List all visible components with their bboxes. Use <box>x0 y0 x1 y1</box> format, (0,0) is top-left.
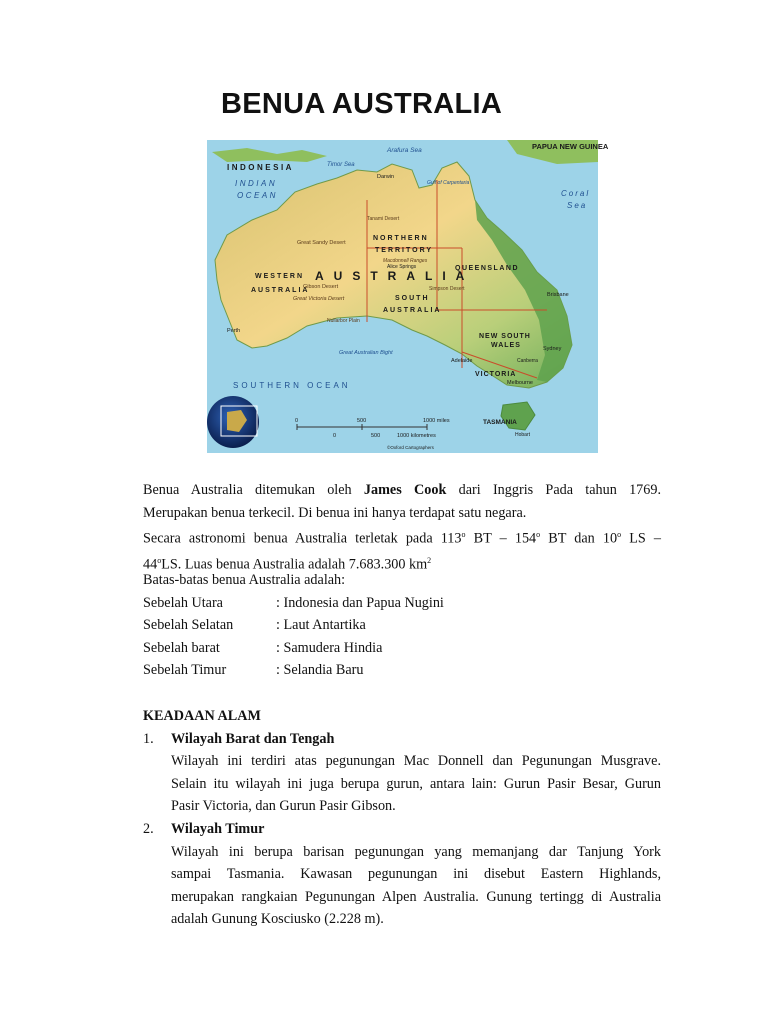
label-sa-1: SOUTH <box>395 295 430 302</box>
label-darwin: Darwin <box>377 174 395 180</box>
keadaan-section <box>143 705 661 931</box>
batas-section <box>143 569 661 682</box>
label-nsw-2: WALES <box>491 342 521 349</box>
label-coral-2: Sea <box>567 201 588 210</box>
label-bight: Great Australian Bight <box>339 350 393 356</box>
map-credit: ©Oxford Cartographers <box>387 445 434 450</box>
label-coral-1: Coral <box>561 189 591 198</box>
label-hobart: Hobart <box>515 432 531 438</box>
astro-b: BT – 154 <box>465 530 537 547</box>
label-sydney: Sydney <box>543 346 562 352</box>
scale-label-500k: 500 <box>371 433 381 439</box>
batas-row <box>143 614 661 637</box>
batas-intro: Batas-batas benua Australia adalah: <box>143 572 346 588</box>
label-indian-2: OCEAN <box>237 191 278 200</box>
scale-label-500: 500 <box>357 418 367 424</box>
label-nt-1: NORTHERN <box>373 235 429 242</box>
label-canberra: Canberra <box>517 358 538 364</box>
label-qld: QUEENSLAND <box>455 265 520 272</box>
label-timor: Timor Sea <box>327 162 355 168</box>
deg-3: o <box>617 530 622 539</box>
label-tasmania: TASMANIA <box>483 419 517 426</box>
astro-e: 44 <box>143 557 158 574</box>
label-tanami: Tanami Desert <box>367 216 400 222</box>
astro-a: Secara astronomi benua Australia terletak pada 113 <box>143 530 462 547</box>
intro-line-1 <box>143 479 661 502</box>
batas-key: Sebelah barat <box>143 639 220 656</box>
james-cook: James Cook <box>363 482 447 498</box>
item-2-header <box>143 818 661 841</box>
batas-row <box>143 637 661 660</box>
batas-key: Sebelah Utara <box>143 594 223 611</box>
item-line: sampai Tasmania. Kawasan pegunungan ini disebut Eastern Highlands, <box>171 866 661 883</box>
item-title: Wilayah Timur <box>171 820 265 837</box>
item-2-body <box>143 841 661 931</box>
indonesia-land <box>212 148 327 162</box>
label-great-sandy: Great Sandy Desert <box>297 240 346 246</box>
label-sa-2: AUSTRALIA <box>383 307 442 314</box>
label-wa-1: WESTERN <box>255 273 304 280</box>
label-australia: AUSTRALIA <box>315 269 475 283</box>
item-line: merupakan rangkaian Pegunungan Alpen Australia. Gunung tertingg di Australia <box>171 888 661 905</box>
page-title: BENUA AUSTRALIA <box>221 88 503 120</box>
batas-value: : Laut Antartika <box>276 617 366 634</box>
label-perth: Perth <box>227 328 241 334</box>
label-simpson: Simpson Desert <box>429 286 465 292</box>
label-adelaide: Adelaide <box>451 358 473 364</box>
astro-f: LS. Luas benua Australia adalah 7.683.300 km <box>161 557 428 574</box>
batas-key: Sebelah Selatan <box>143 617 234 634</box>
label-papua: PAPUA NEW GUINEA <box>532 142 609 151</box>
item-number: 1. <box>143 730 154 747</box>
australia-map <box>207 140 609 453</box>
label-great-victoria: Great Victoria Desert <box>293 296 345 302</box>
astro-c: BT dan 10 <box>540 530 618 547</box>
label-indonesia: INDONESIA <box>227 163 294 172</box>
scale-label-1000km: 1000 kilometres <box>397 433 436 439</box>
astronomy-line-1 <box>143 524 661 550</box>
label-arafura: Arafura Sea <box>387 147 422 154</box>
label-indian-1: INDIAN <box>235 179 278 188</box>
item-number: 2. <box>143 820 154 837</box>
deg-1: o <box>461 530 466 539</box>
item-line: Wilayah ini berupa barisan pegunungan yang memanjang dar Tanjung York <box>171 843 661 860</box>
deg-2: o <box>536 530 541 539</box>
astro-d: LS – <box>621 530 661 547</box>
scale-label-0: 0 <box>295 418 299 424</box>
label-melbourne: Melbourne <box>507 380 533 386</box>
intro-text-b: dari Inggris Pada tahun 1769. <box>458 482 662 498</box>
label-southern-ocean: SOUTHERN OCEAN <box>233 381 351 390</box>
intro-paragraph <box>143 479 661 524</box>
deg-4: o <box>157 556 162 566</box>
item-line: Selain itu wilayah ini juga berupa gurun, antara lain: Gurun Pasir Besar, Gurun <box>171 775 661 792</box>
scale-label-1000mi: 1000 miles <box>423 418 450 424</box>
item-line: Pasir Victoria, dan Gurun Pasir Gibson. <box>171 798 396 815</box>
label-carpentaria: Gulf of Carpentaria <box>427 180 470 186</box>
label-nsw-1: NEW SOUTH <box>479 333 531 340</box>
item-title: Wilayah Barat dan Tengah <box>171 730 335 747</box>
batas-row <box>143 592 661 615</box>
intro-text-a: Benua Australia ditemukan oleh <box>143 482 352 498</box>
label-nt-2: TERRITORY <box>375 247 434 254</box>
label-victoria: VICTORIA <box>475 371 517 378</box>
intro-line-2: Merupakan benua terkecil. Di benua ini hanya terdapat satu negara. <box>143 504 527 521</box>
label-wa-2: AUSTRALIA <box>251 287 310 294</box>
label-gibson: Gibson Desert <box>303 284 339 290</box>
map-svg <box>207 140 609 453</box>
batas-row <box>143 659 661 682</box>
item-line: Wilayah ini terdiri atas pegunungan Mac Donnell dan Pegunungan Musgrave. <box>171 753 661 770</box>
batas-value: : Indonesia dan Papua Nugini <box>276 594 444 611</box>
item-1-header <box>143 728 661 751</box>
keadaan-heading: KEADAAN ALAM <box>143 708 261 724</box>
label-macdonnell: Macdonnell Ranges <box>383 258 428 264</box>
km-squared: 2 <box>427 556 432 566</box>
batas-value: : Selandia Baru <box>276 662 364 679</box>
item-1-body <box>143 750 661 818</box>
label-brisbane: Brisbane <box>547 292 569 298</box>
label-nullarbor: Nullarbor Plain <box>327 318 360 324</box>
item-line: adalah Gunung Kosciusko (2.228 m). <box>171 911 384 928</box>
label-alice: Alice Springs <box>387 264 417 270</box>
batas-value: : Samudera Hindia <box>276 639 383 656</box>
scale-label-0k: 0 <box>333 433 337 439</box>
batas-key: Sebelah Timur <box>143 662 227 679</box>
